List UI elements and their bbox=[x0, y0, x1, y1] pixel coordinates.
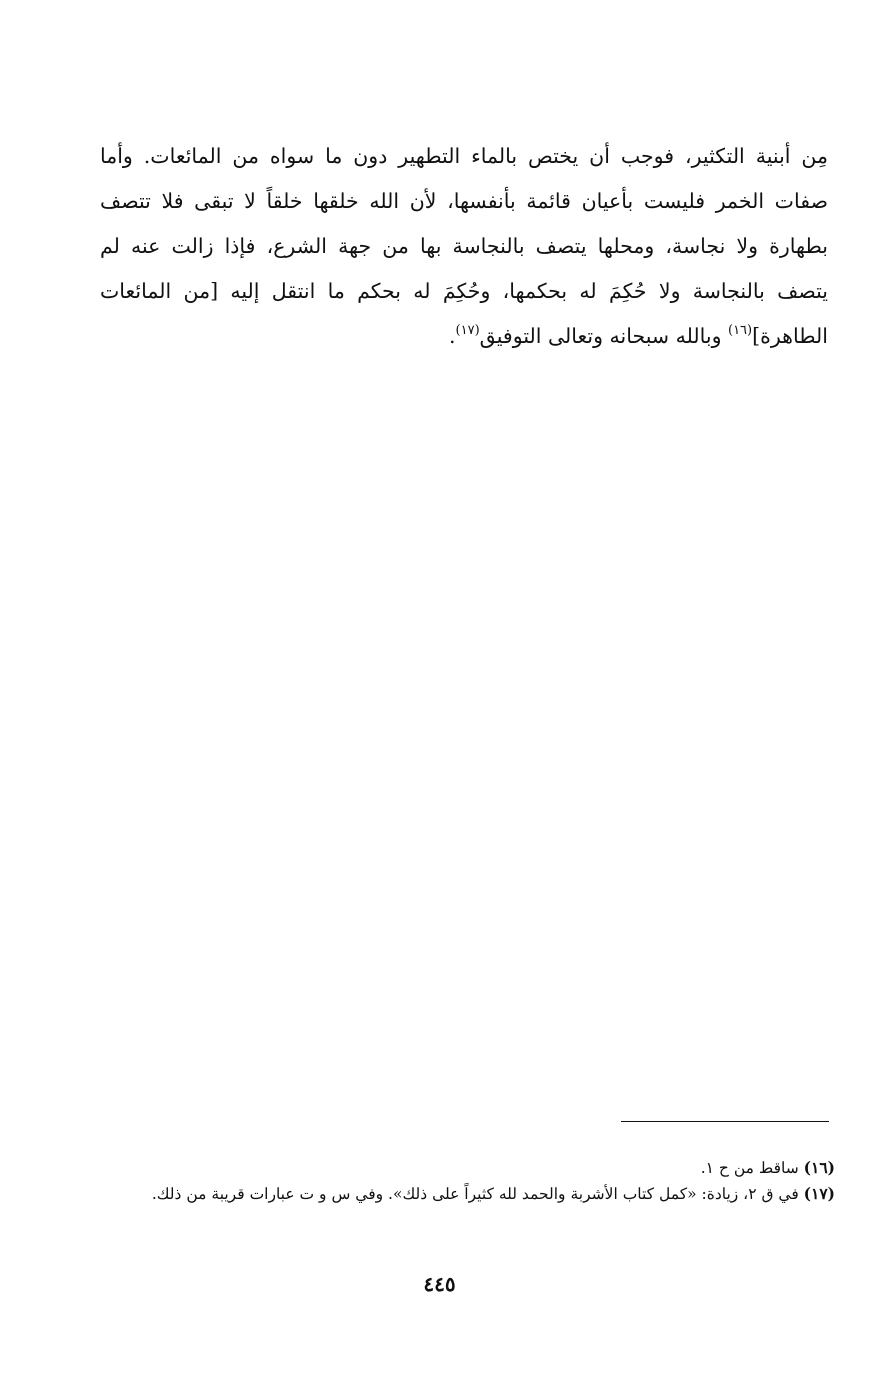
body-line-5-segment-a: الطاهرة] bbox=[752, 324, 828, 348]
body-line-4: يتصف بالنجاسة ولا حُكِمَ له بحكمها، وحُكِمَ له بحكم ما انتقل إليه [من المائعات bbox=[100, 279, 828, 303]
footnote-16-text: ساقط من ح ١. bbox=[700, 1159, 804, 1177]
body-line-3: بطهارة ولا نجاسة، ومحلها يتصف بالنجاسة بها من جهة الشرع، فإذا زالت عنه لم bbox=[100, 234, 828, 258]
body-line-1: مِن أبنية التكثير، فوجب أن يختص بالماء التطهير دون ما سواه من المائعات. وأما bbox=[100, 144, 828, 168]
main-text-block bbox=[100, 134, 828, 359]
footnote-16-number: (١٦) bbox=[803, 1158, 835, 1177]
footnote-ref-16: (١٦) bbox=[728, 323, 753, 338]
footnote-17 bbox=[110, 1181, 835, 1207]
footnote-17-text: في ق ٢، زيادة: «كمل كتاب الأشربة والحمد لله كثيراً على ذلك». وفي س و ت عبارات قريبة من ذلك. bbox=[151, 1185, 804, 1203]
body-line-2: صفات الخمر فليست بأعيان قائمة بأنفسها، لأن الله خلقها خلقاً لا تبقى فلا تتصف bbox=[100, 189, 828, 213]
footnote-16 bbox=[110, 1155, 835, 1181]
body-line-5-segment-c: . bbox=[448, 324, 456, 348]
footnote-ref-17: (١٧) bbox=[455, 323, 480, 338]
footnotes-block bbox=[110, 1155, 835, 1207]
body-line-5 bbox=[100, 314, 828, 359]
page-number: ٤٤٥ bbox=[423, 1272, 456, 1296]
body-line-5-segment-b: وبالله سبحانه وتعالى التوفيق bbox=[479, 324, 728, 348]
footnote-separator bbox=[621, 1121, 829, 1122]
footnote-17-number: (١٧) bbox=[803, 1184, 835, 1203]
